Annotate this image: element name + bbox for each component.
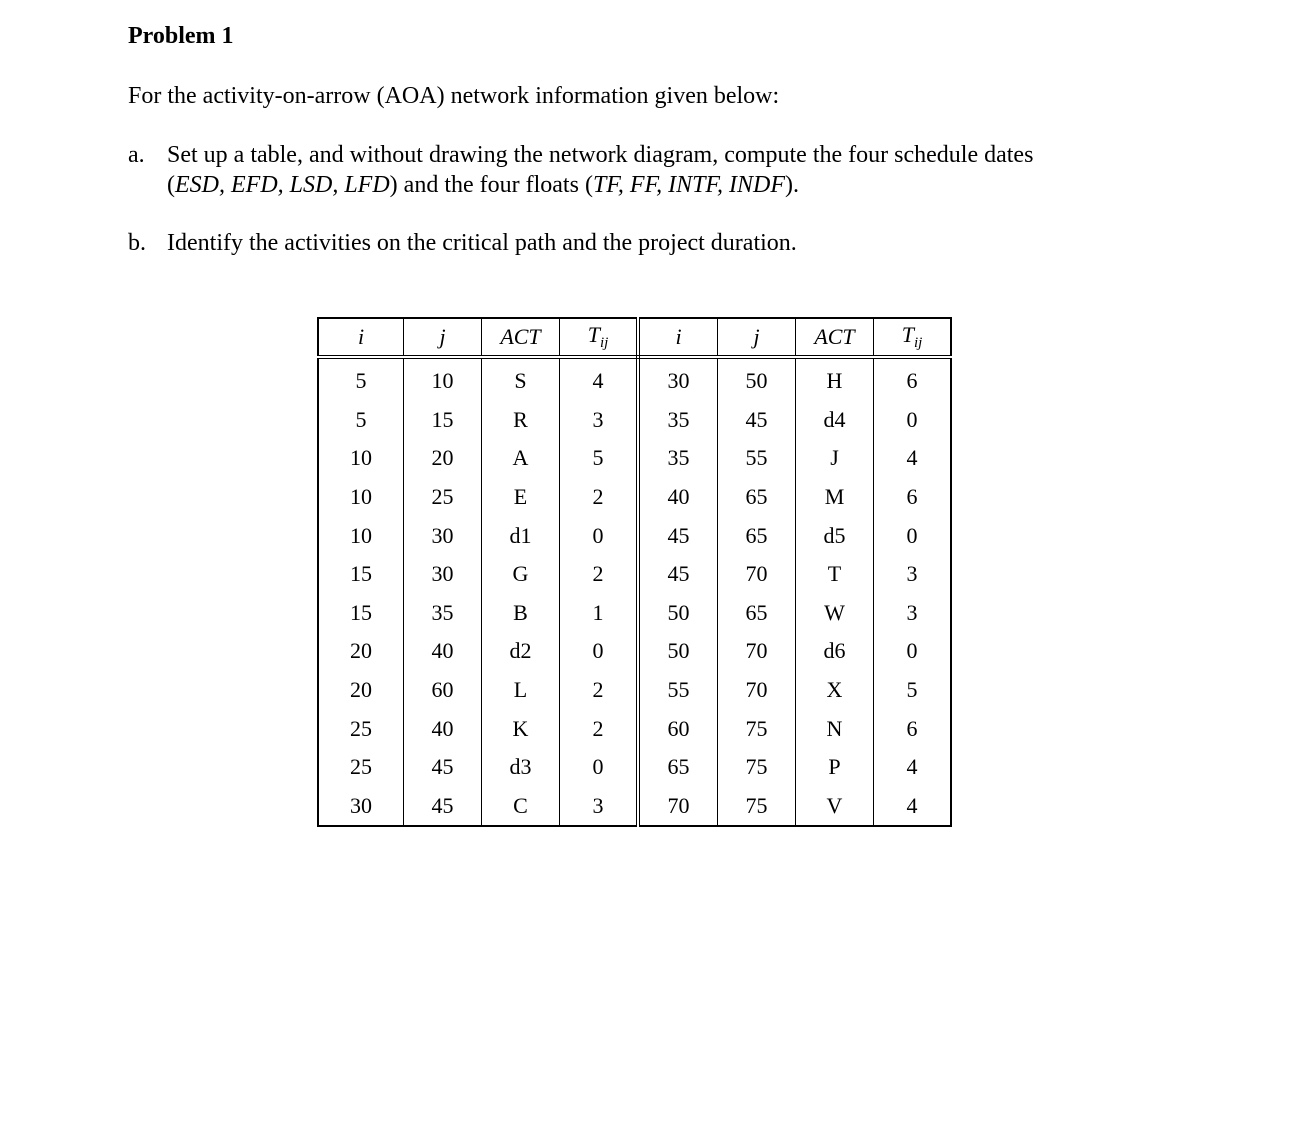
cell-j-left: 10 (404, 357, 482, 401)
cell-i-left: 10 (318, 516, 404, 555)
cell-i-left: 20 (318, 671, 404, 710)
cell-j-left: 25 (404, 478, 482, 517)
cell-i-left: 15 (318, 594, 404, 633)
table-row (318, 709, 951, 748)
part-a-line-1: Set up a table, and without drawing the network diagram, compute the four schedule dates (167, 142, 1034, 168)
cell-i-right: 30 (638, 357, 718, 401)
cell-act-left: B (482, 594, 560, 633)
cell-act-right: d6 (796, 632, 874, 671)
cell-i-right: 45 (638, 516, 718, 555)
cell-act-right: V (796, 787, 874, 827)
cell-duration-right: 5 (874, 671, 952, 710)
cell-act-right: M (796, 478, 874, 517)
cell-act-left: A (482, 439, 560, 478)
cell-act-left: d1 (482, 516, 560, 555)
header-duration-right-sub: ij (913, 335, 923, 351)
header-i-left: i (318, 318, 404, 357)
cell-j-right: 65 (718, 516, 796, 555)
part-b-text (167, 228, 797, 258)
cell-i-left: 30 (318, 787, 404, 827)
table-row (318, 555, 951, 594)
cell-duration-left: 2 (560, 709, 639, 748)
page-title: Problem 1 (128, 23, 234, 49)
part-a-close-paren: ). (784, 172, 799, 198)
part-a-open-paren: ( (167, 172, 175, 198)
cell-act-left: d3 (482, 748, 560, 787)
cell-duration-left: 3 (560, 787, 639, 827)
cell-i-left: 5 (318, 357, 404, 401)
cell-duration-left: 5 (560, 439, 639, 478)
cell-duration-right: 0 (874, 632, 952, 671)
cell-duration-right: 0 (874, 401, 952, 440)
cell-act-left: L (482, 671, 560, 710)
cell-j-right: 75 (718, 787, 796, 827)
part-a-marker: a. (128, 142, 145, 168)
cell-j-right: 70 (718, 671, 796, 710)
cell-i-right: 55 (638, 671, 718, 710)
cell-act-right: W (796, 594, 874, 633)
table-row (318, 594, 951, 633)
cell-duration-right: 6 (874, 709, 952, 748)
header-j-right: j (718, 318, 796, 357)
cell-i-right: 70 (638, 787, 718, 827)
cell-act-right: J (796, 439, 874, 478)
header-j-left: j (404, 318, 482, 357)
cell-j-right: 55 (718, 439, 796, 478)
table-row (318, 478, 951, 517)
cell-duration-left: 1 (560, 594, 639, 633)
part-b-marker: b. (128, 230, 146, 256)
cell-duration-left: 0 (560, 516, 639, 555)
cell-duration-left: 3 (560, 401, 639, 440)
cell-duration-right: 3 (874, 555, 952, 594)
cell-duration-left: 2 (560, 478, 639, 517)
cell-i-left: 15 (318, 555, 404, 594)
cell-act-right: H (796, 357, 874, 401)
cell-duration-left: 0 (560, 748, 639, 787)
table-row (318, 357, 951, 401)
cell-act-right: T (796, 555, 874, 594)
cell-j-left: 45 (404, 787, 482, 827)
header-duration-left-sub: ij (599, 335, 609, 351)
cell-j-right: 65 (718, 594, 796, 633)
intro-text: For the activity-on-arrow (AOA) network information given below: (128, 83, 780, 109)
cell-duration-left: 4 (560, 357, 639, 401)
cell-act-left: d2 (482, 632, 560, 671)
cell-duration-right: 4 (874, 787, 952, 827)
cell-j-right: 75 (718, 709, 796, 748)
cell-i-left: 25 (318, 709, 404, 748)
cell-act-left: K (482, 709, 560, 748)
cell-j-left: 35 (404, 594, 482, 633)
cell-j-left: 20 (404, 439, 482, 478)
cell-j-left: 45 (404, 748, 482, 787)
table-row (318, 671, 951, 710)
header-act-right: ACT (796, 318, 874, 357)
cell-j-right: 70 (718, 632, 796, 671)
cell-j-right: 45 (718, 401, 796, 440)
cell-i-left: 10 (318, 478, 404, 517)
table-row (318, 439, 951, 478)
table-body (318, 357, 951, 826)
cell-duration-right: 4 (874, 748, 952, 787)
cell-act-right: X (796, 671, 874, 710)
cell-j-left: 40 (404, 632, 482, 671)
cell-i-right: 35 (638, 439, 718, 478)
cell-i-right: 35 (638, 401, 718, 440)
cell-j-left: 15 (404, 401, 482, 440)
table-row (318, 516, 951, 555)
cell-j-left: 60 (404, 671, 482, 710)
cell-act-right: P (796, 748, 874, 787)
cell-i-right: 65 (638, 748, 718, 787)
cell-duration-left: 2 (560, 671, 639, 710)
cell-act-left: G (482, 555, 560, 594)
table-header-row (318, 318, 951, 357)
part-a-line-2 (167, 170, 1033, 200)
part-a-text (167, 140, 1033, 200)
cell-duration-right: 6 (874, 478, 952, 517)
cell-j-right: 65 (718, 478, 796, 517)
cell-duration-right: 6 (874, 357, 952, 401)
cell-duration-left: 0 (560, 632, 639, 671)
header-i-right: i (638, 318, 718, 357)
cell-i-right: 50 (638, 594, 718, 633)
cell-act-left: S (482, 357, 560, 401)
float-names: TF, FF, INTF, INDF (592, 172, 785, 198)
header-duration-left (560, 318, 639, 357)
cell-duration-right: 4 (874, 439, 952, 478)
cell-duration-right: 0 (874, 516, 952, 555)
cell-act-left: E (482, 478, 560, 517)
cell-act-right: d5 (796, 516, 874, 555)
cell-j-right: 70 (718, 555, 796, 594)
cell-act-left: R (482, 401, 560, 440)
cell-j-left: 30 (404, 555, 482, 594)
header-duration-right-main: T (901, 322, 914, 347)
header-duration-right (874, 318, 952, 357)
cell-act-left: C (482, 787, 560, 827)
cell-i-left: 5 (318, 401, 404, 440)
part-a-mid-text: ) and the four floats ( (389, 172, 593, 198)
table-row (318, 787, 951, 827)
cell-j-right: 75 (718, 748, 796, 787)
cell-j-left: 40 (404, 709, 482, 748)
cell-j-right: 50 (718, 357, 796, 401)
cell-i-left: 10 (318, 439, 404, 478)
header-act-left: ACT (482, 318, 560, 357)
header-duration-left-main: T (587, 322, 600, 347)
cell-duration-right: 3 (874, 594, 952, 633)
part-b-line: Identify the activities on the critical path and the project duration. (167, 230, 797, 256)
schedule-dates: ESD, EFD, LSD, LFD (175, 172, 390, 198)
cell-i-right: 40 (638, 478, 718, 517)
cell-j-left: 30 (404, 516, 482, 555)
cell-duration-left: 2 (560, 555, 639, 594)
cell-i-right: 45 (638, 555, 718, 594)
activity-table (317, 317, 952, 827)
table-row (318, 748, 951, 787)
cell-i-left: 25 (318, 748, 404, 787)
table-row (318, 401, 951, 440)
cell-i-right: 50 (638, 632, 718, 671)
cell-i-left: 20 (318, 632, 404, 671)
table-row (318, 632, 951, 671)
cell-act-right: d4 (796, 401, 874, 440)
cell-i-right: 60 (638, 709, 718, 748)
cell-act-right: N (796, 709, 874, 748)
